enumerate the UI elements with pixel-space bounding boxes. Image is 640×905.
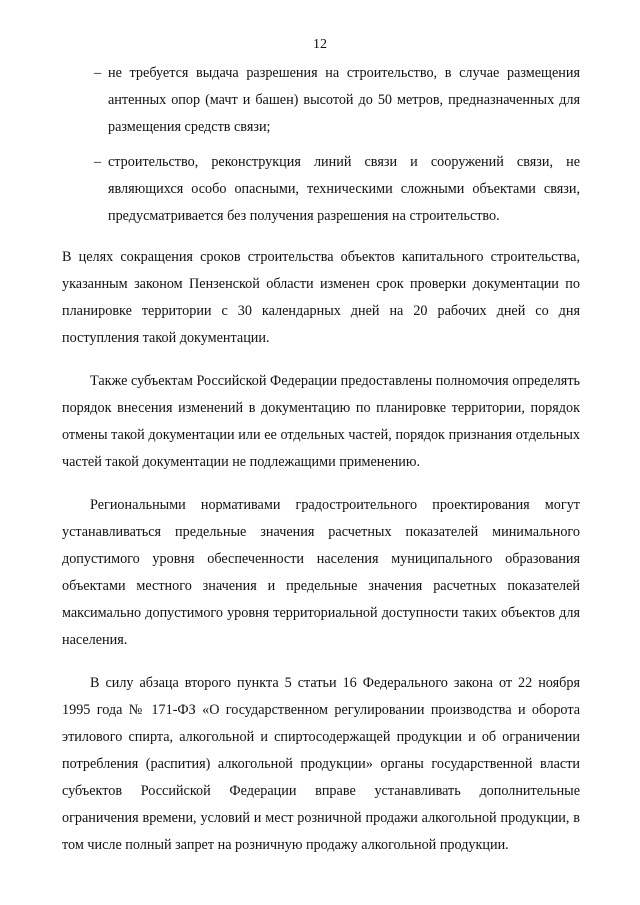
paragraph [62, 492, 580, 654]
bullet-dash: – [94, 154, 102, 170]
paragraph-text: Региональными нормативами градостроительного проектирования могут устанавливаться предельные значения расчетных показателей минимального допустимого уровня обеспеченности населения муниципального образования объектами местного значения и предельные значения расчетных показателей максимально допустимого уровня территориальной доступности таких объектов для населения. [62, 497, 580, 648]
list-item-text: не требуется выдача разрешения на строительство, в случае размещения антенных опор (мачт и башен) высотой до 50 метров, предназначенных для размещения средств связи; [108, 65, 580, 135]
list-item [90, 60, 580, 141]
document-body [62, 60, 580, 875]
paragraph-text: В целях сокращения сроков строительства объектов капитального строительства, указанным законом Пензенской области изменен срок проверки документации по планировке территории с 30 календарных дней на 20 рабочих дней со дня поступления такой документации. [62, 249, 580, 346]
bullet-dash: – [94, 65, 102, 81]
paragraph [62, 368, 580, 476]
paragraph [62, 244, 580, 352]
paragraph-text: В силу абзаца второго пункта 5 статьи 16 Федерального закона от 22 ноября 1995 года № 171-ФЗ «О государственном регулировании производства и оборота этилового спирта, алкогольной и спиртосодержащей продукции и об ограничении потребления (распития) алкогольной продукции» органы государственной власти субъектов Российской Федерации вправе устанавливать дополнительные ограничения времени, условий и мест розничной продажи алкогольной продукции, в том числе полный запрет на розничную продажу алкогольной продукции. [62, 675, 580, 853]
page-number: 12 [313, 37, 327, 52]
paragraph-text: Также субъектам Российской Федерации предоставлены полномочия определять порядок внесения изменений в документацию по планировке территории, порядок отмены такой документации или ее отдельных частей, порядок признания отдельных частей такой документации не подлежащими применению. [62, 373, 580, 470]
paragraph [62, 670, 580, 859]
list-item-text: строительство, реконструкция линий связи и сооружений связи, не являющихся особо опасными, техническими сложными объектами связи, предусматривается без получения разрешения на строительство. [108, 154, 580, 224]
list-item [90, 149, 580, 230]
